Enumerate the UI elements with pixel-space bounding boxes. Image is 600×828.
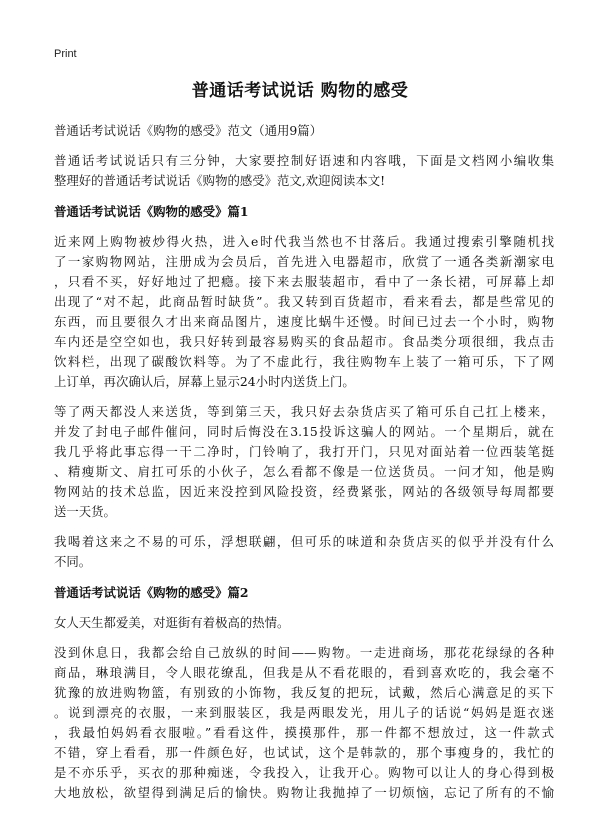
print-link[interactable]: Print xyxy=(54,48,77,60)
paragraph-line: 上订单，再次确认后，屏幕上显示24小时内送货上门。 xyxy=(54,374,355,389)
paragraph-line: 没到休息日，我都会给自己放纵的时间——购物。一走进商场，那花花绿绿的各种 xyxy=(54,645,554,660)
paragraph-line: 送一天货。 xyxy=(54,504,116,519)
paragraph-line: 大地放松，欲望得到满足后的愉快。购物让我抛掉了一切烦恼，忘记了所有的不愉 xyxy=(54,785,554,800)
document-title: 普通话考试说话 购物的感受 xyxy=(191,81,409,101)
paragraph-line: 不错，穿上看看，那一件颜色好，也试试，这个是韩款的，那个事瘦身的，我忙的 xyxy=(54,745,554,760)
paragraph-line: 、精瘦斯文、肩扛可乐的小伙子，怎么看都不像是一位送货员。一问才知，他是购 xyxy=(54,464,554,479)
paragraph-line: 车内还是空空如也，我只好转到最容易购买的食品超市。食品类分项很细，我点击 xyxy=(54,334,554,349)
paragraph-line: ，我最怕妈妈看衣服啦。”看看这件，摸摸那件，那一件都不想放过，这一件款式 xyxy=(54,725,554,740)
paragraph-line: 东西，而且要很久才出来商品图片，速度比蜗牛还慢。时间已过去一个小时，购物 xyxy=(54,314,554,329)
paragraph-line: 近来网上购物被炒得火热，进入e时代我当然也不甘落后。我通过搜索引擎随机找 xyxy=(54,234,554,249)
paragraph-line: 女人天生都爱美，对逛街有着极高的热情。 xyxy=(54,615,290,630)
paragraph-line: 出现了“对不起，此商品暂时缺货”。我又转到百货超市，看来看去，都是些常见的 xyxy=(54,294,554,309)
intro-line: 整理好的普通话考试说话《购物的感受》范文,欢迎阅读本文! xyxy=(54,173,386,188)
paragraph-line: 我几乎将此事忘得一干二净时，门铃响了，我打开门，只见对面站着一位西装笔挺 xyxy=(54,444,554,459)
paragraph-line: 我喝着这来之不易的可乐，浮想联翩，但可乐的味道和杂货店买的似乎并没有什么 xyxy=(54,534,554,549)
paragraph-line: ，只看不买，好好地过了把瘾。接下来去服装超市，看中了一条长裙，可屏幕上却 xyxy=(54,274,554,289)
section-heading-1: 普通话考试说话《购物的感受》篇1 xyxy=(54,204,249,219)
paragraph-line: 饮料栏，出现了碳酸饮料等。为了不虚此行，我往购物车上装了一箱可乐，下了网 xyxy=(54,354,554,369)
paragraph-line: 。说到漂亮的衣服，一来到服装区，我是两眼发光，用儿子的话说“妈妈是逛衣迷 xyxy=(54,705,554,720)
paragraph-line: 犹豫的放进购物篮，有别致的小饰物，我反复的把玩，试戴，然后心满意足的买下 xyxy=(54,685,554,700)
paragraph-line: 是不亦乐乎，买衣的那种痴迷，令我投入，让我开心。购物可以让人的身心得到极 xyxy=(54,765,554,780)
paragraph-line: 商品，琳琅满目，令人眼花缭乱，但我是从不看花眼的，看到喜欢吃的，我会毫不 xyxy=(54,665,554,680)
paragraph-line: 了一家购物网站，注册成为会员后，首先进入电器超市，欣赏了一通各类新潮家电 xyxy=(54,254,554,269)
document-subtitle: 普通话考试说话《购物的感受》范文（通用9篇） xyxy=(54,123,323,138)
section-heading-2: 普通话考试说话《购物的感受》篇2 xyxy=(54,585,249,600)
intro-line: 普通话考试说话只有三分钟，大家要控制好语速和内容哦，下面是文档网小编收集 xyxy=(54,153,554,168)
paragraph-line: 物网站的技术总监，因近来没控到风险投资，经费紧张，网站的各级领导每周都要 xyxy=(54,484,554,499)
paragraph-line: 并发了封电子邮件催问，同时后悔没在3.15投诉这骗人的网站。一个星期后，就在 xyxy=(54,424,554,439)
paragraph-line: 等了两天都没人来送货，等到第三天，我只好去杂货店买了箱可乐自己扛上楼来， xyxy=(54,404,554,419)
paragraph-line: 不同。 xyxy=(54,554,92,569)
